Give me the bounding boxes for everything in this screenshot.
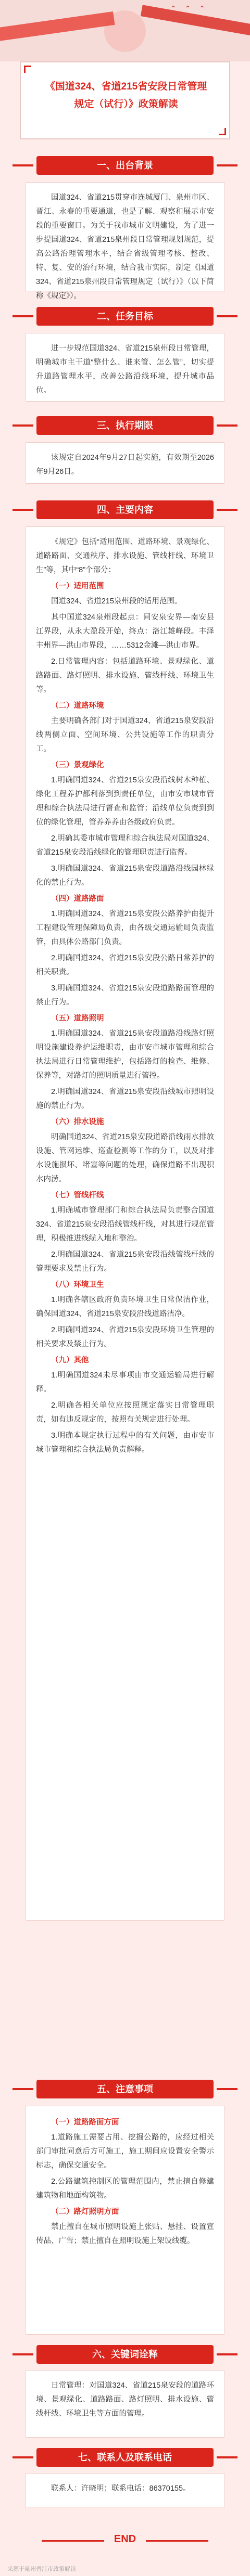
paragraph: 2.明确国道324、省道215泉安段沿线城市照明设施的禁止行为。 xyxy=(36,1088,214,1110)
paragraph: 明确国道324、省道215泉安段道路沿线雨水排放设施、管网运维、巡查检测等工作的分工，以及对排水设施损坏、堵塞等问题的处理，确保道路不出现积水内涝。 xyxy=(36,1133,214,1183)
paragraph: 2.明确其委市城市管理和综合执法局对国道324、省道215泉安段沿线绿化的管理职责进行监督。 xyxy=(36,834,214,857)
section-heading-goals: 二、任务目标 xyxy=(36,307,214,326)
footer-note: 来源于泉州晋江市政策解读 xyxy=(7,2566,76,2572)
corner-decoration xyxy=(24,66,31,73)
subheading: （二）道路环境 xyxy=(51,702,104,710)
banner-ribbon-left xyxy=(0,11,115,44)
paragraph: 2.日常管理内容：包括道路环境、景观绿化、道路路面、路灯照明、排水设施、管线杆线、环境卫生等。 xyxy=(36,658,214,694)
paragraph: 其中国道324泉州段起点：同安泉安界—南安县江界段，从永大盈段开始，终点：洛江雄峰段。丰泽丰州界—洪山市界段，……5312金滩—洪山市界。 xyxy=(36,613,214,650)
paragraph: 2.公路建筑控制区的管理范围内，禁止擅自修建建筑物和地面构筑物。 xyxy=(36,2178,214,2200)
subheading: （一）道路路面方面 xyxy=(51,2118,119,2127)
section-card-goals xyxy=(25,333,225,402)
paragraph: 1.明确城市管理部门和综合执法局负责整合国道324、省道215泉安段沿线管线杆线，对其进行规范管理，积极推进线缆入地和整治。 xyxy=(36,1206,214,1243)
paragraph: 《规定》包括“适用范围、道路环境、景观绿化、道路路面、交通秩序、排水设施、管线杆线、环境卫生”等，其中“8”个部分： xyxy=(36,538,214,574)
subheading: （九）其他 xyxy=(51,1356,89,1364)
paragraph: 日常管理：对国道324、省道215泉安段的道路环境、景观绿化、道路路面、路灯照明、排水设施、管线杆线、环境卫生等方面的管理。 xyxy=(36,2381,214,2418)
page-title: 《国道324、省道215省安段日常管理规定（试行）》政策解读 xyxy=(45,81,207,110)
paragraph: 进一步规范国道324、省道215泉州段日常管理，明确城市主干道“整什么、谁来管、怎么管”，切实提升道路管理水平，改善公路沿线环境，提升城市品位。 xyxy=(36,344,214,395)
paragraph: 该规定自2024年9月27日起实施，有效期至2026年9月26日。 xyxy=(36,454,214,476)
section-heading-contact: 七、联系人及联系电话 xyxy=(36,2448,214,2467)
section-heading-keywords: 六、关键词诠释 xyxy=(36,2345,214,2364)
section-card-content xyxy=(25,526,225,1921)
title-card xyxy=(20,61,230,139)
paragraph: 1.明确国道324未尽事项由市交通运输局进行解释。 xyxy=(36,1371,214,1394)
corner-decoration xyxy=(219,128,226,135)
paragraph: 3.明确本规定执行过程中的有关问题，由市安市城市管理和综合执法局负责解释。 xyxy=(36,1432,214,1454)
section-card-notes xyxy=(25,2106,225,2335)
section-card-keywords xyxy=(25,2370,225,2438)
section-card-background xyxy=(25,182,225,300)
subheading: （二）路灯照明方面 xyxy=(51,2208,119,2216)
paragraph: 禁止擅自在城市照明设施上张贴、悬挂、设置宣传品、广告；禁止擅自在照明设施上架设线缆。 xyxy=(36,2223,214,2245)
paragraph: 国道324、省道215贯穿市连城厦门、泉州市区、晋江、永春的重要通道，也是了解、观察和展示市安段的重要窗口。为关于我市城市文明建设，为了进一步提国道324、省道215泉州段日常管理规划规范，提高公路治理管理水平，结合省级管理考核、整改、特、复、安的治行环境，结合我市实际，制定《国道324、省道215泉州段日常管理规定（试行）》（以下简称《规定》）。 xyxy=(36,194,214,300)
subheading: （三）景观绿化 xyxy=(51,761,104,769)
paragraph: 1.明确国道324、省道215泉安段沿线树木种植、绿化工程养护都利落到到责任单位，由市安市城市管理和综合执法局进行督查和监管；沿线单位负责到到位的绿化管理，管养养养由各级政府负责。 xyxy=(36,776,214,827)
paragraph: 1.道路施工需要占用、挖掘公路的，应经过相关部门审批同意后方可施工，施工期间应设置安全警示标志，确保交通安全。 xyxy=(36,2133,214,2170)
subheading: （四）道路路面 xyxy=(51,895,104,903)
end-mark: END xyxy=(114,2533,136,2545)
paragraph: 国道324、省道215泉州段的适用范围。 xyxy=(51,597,182,606)
subheading: （五）道路照明 xyxy=(51,1014,104,1023)
subheading: （六）排水设施 xyxy=(51,1118,104,1126)
paragraph: 1.明确国道324、省道215泉安段公路养护由提升工程建设管理保障局负责，由各级交通运输局负责监管，由具体公路部门负责。 xyxy=(36,910,214,946)
paragraph: 2.明确国道324、省道215泉安段沿线管线杆线的管理要求及禁止行为。 xyxy=(36,1251,214,1273)
paragraph: 3.明确国道324、省道215泉安段道路路面管理的禁止行为。 xyxy=(36,984,214,1007)
paragraph: 2.明确国道324、省道215泉安段公路日常养护的相关职责。 xyxy=(36,954,214,976)
paragraph: 2.明确各相关单位应按照规定落实日常管理职责，如有违反规定的，按照有关规定进行处理。 xyxy=(36,1401,214,1424)
paragraph: 1.明确国道324、省道215泉安段道路沿线路灯照明设施建设养护运维职责，由市安市城市管理和综合执法局进行日常管理维护，包括路灯的检查、维修、保养等，对路灯的照明质量进行管控。 xyxy=(36,1029,214,1080)
paragraph: 1.明确各辖区政府负责环境卫生日常保洁作业，确保国道324、省道215泉安段沿线道路洁净。 xyxy=(36,1296,214,1318)
section-card-contact xyxy=(25,2473,225,2507)
section-heading-period: 三、执行期限 xyxy=(36,416,214,435)
section-heading-content: 四、主要内容 xyxy=(36,500,214,519)
paragraph: 2.明确国道324、省道215泉安段环境卫生管理的相关要求及禁止行为。 xyxy=(36,1326,214,1348)
end-divider-right xyxy=(146,2540,208,2542)
bird-icon: ⌃ ⌃ ⌃ xyxy=(170,4,208,12)
section-heading-notes: 五、注意事项 xyxy=(36,2080,214,2098)
section-heading-background: 一、出台背景 xyxy=(36,156,214,175)
section-card-period xyxy=(25,442,225,484)
header-banner xyxy=(0,0,250,61)
subheading: （一）适用范围 xyxy=(51,582,104,590)
subheading: （八）环境卫生 xyxy=(51,1281,104,1289)
subheading: （七）管线杆线 xyxy=(51,1191,104,1200)
contact-info: 联系人：许晓明；联系电话：86370155。 xyxy=(51,2484,191,2493)
paragraph: 3.明确国道324、省道215泉安段道路沿线园林绿化的禁止行为。 xyxy=(36,865,214,887)
paragraph: 主要明确各部门对于国道324、省道215泉安段沿线两侧立面、空间环境、公共设施等工作的职责分工。 xyxy=(36,717,214,753)
